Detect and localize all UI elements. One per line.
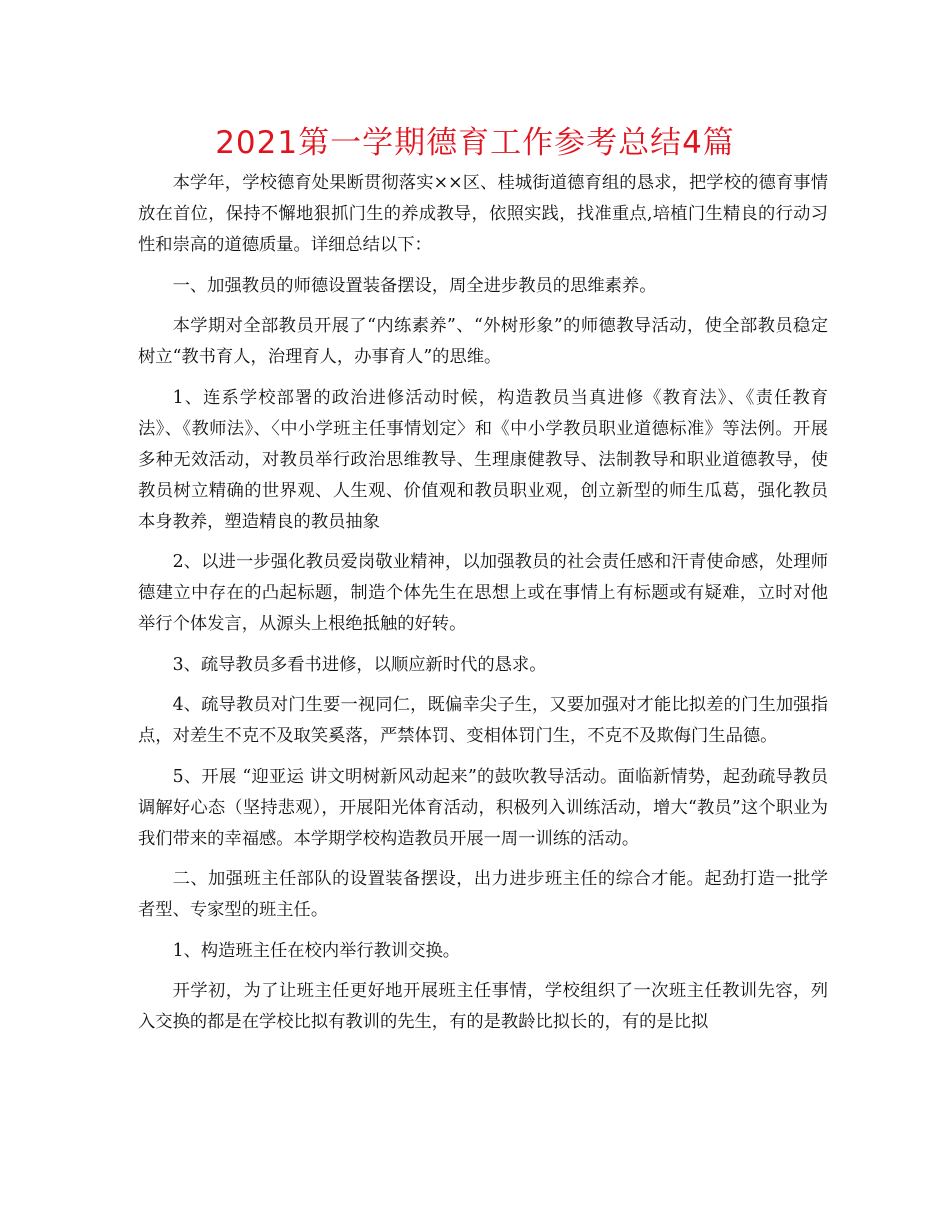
paragraph: 二、加强班主任部队的设置装备摆设，出力进步班主任的综合才能。起劲打造一批学者型、专家型的班主任。 — [138, 869, 828, 920]
document-body — [138, 168, 828, 1048]
paragraph: 2、以进一步强化教员爱岗敬业精神，以加强教员的社会责任感和汗青使命感，处理师德建立中存在的凸起标题，制造个体先生在思想上或在事情上有标题或有疑难，立时对他举行个体发言，从源头上根绝抵触的好转。 — [138, 552, 828, 634]
paragraph: 4、疏导教员对门生要一视同仁，既偏幸尖子生，又要加强对才能比拟差的门生加强指点，对差生不克不及取笑奚落，严禁体罚、变相体罚门生，不克不及欺侮门生品德。 — [138, 695, 828, 746]
paragraph: 1、构造班主任在校内举行教训交换。 — [172, 940, 461, 961]
paragraph: 1、连系学校部署的政治进修活动时候，构造教员当真进修《教育法》、《责任教育法》、《教师法》、〈中小学班主任事情划定〉和《中小学教员职业道德标准》等法例。开展多种无效活动，对教员举行政治思维教导、生理康健教导、法制教导和职业道德教导，使教员树立精确的世界观、人生观、价值观和教员职业观，创立新型的师生瓜葛，强化教员本身教养，塑造精良的教员抽象 — [138, 387, 828, 532]
paragraph: 一、加强教员的师德设置装备摆设，周全进步教员的思维素养。 — [172, 275, 657, 296]
paragraph: 本学年，学校德育处果断贯彻落实××区、桂城街道德育组的恳求，把学校的德育事情放在首位，保持不懈地狠抓门生的养成教导，依照实践，找准重点,培植门生精良的行动习性和崇高的道德质量。详细总结以下： — [138, 173, 828, 255]
document-title: 2021第一学期德育工作参考总结4篇 — [215, 125, 735, 161]
paragraph: 本学期对全部教员开展了“内练素养”、“外树形象”的师德教导活动，使全部教员稳定树立“教书育人，治理育人，办事育人”的思维。 — [138, 316, 828, 367]
paragraph: 3、疏导教员多看书进修，以顺应新时代的恳求。 — [172, 654, 547, 675]
paragraph: 5、开展 “迎亚运 讲文明树新风动起来”的鼓吹教导活动。面临新情势，起劲疏导教员调解好心态（坚持悲观），开展阳光体育活动，积极列入训练活动，增大“教员”这个职业为我们带来的幸福感。本学期学校构造教员开展一周一训练的活动。 — [138, 766, 828, 849]
paragraph: 开学初，为了让班主任更好地开展班主任事情，学校组织了一次班主任教训先容，列入交换的都是在学校比拟有教训的先生，有的是教龄比拟长的，有的是比拟 — [138, 981, 828, 1032]
